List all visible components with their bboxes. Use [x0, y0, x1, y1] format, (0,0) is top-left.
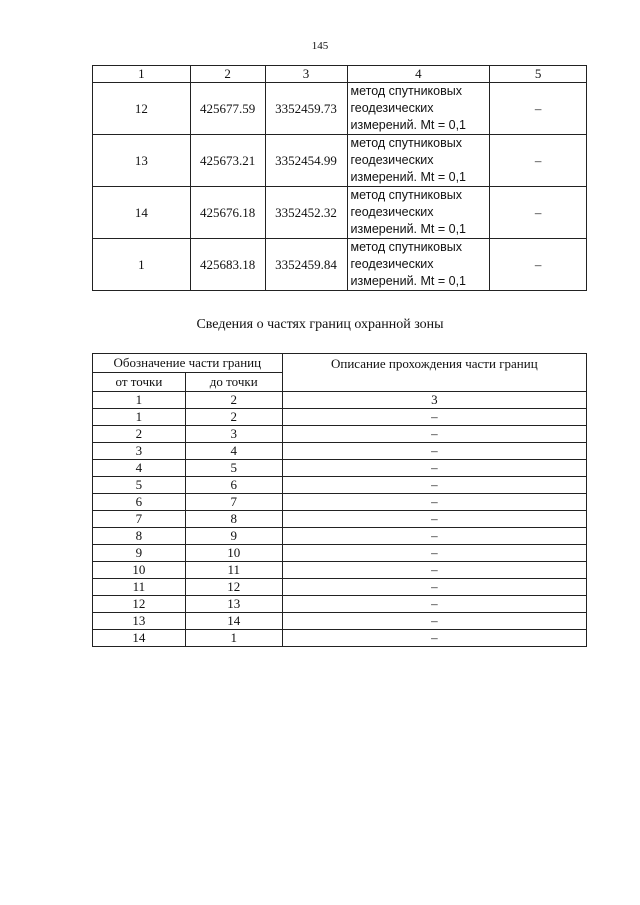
x-coordinate-cell: 425676.18	[190, 187, 265, 239]
from-point-cell: 13	[93, 613, 186, 630]
description-cell: –	[282, 562, 586, 579]
method-line: геодезических	[350, 257, 434, 271]
table-row	[93, 409, 587, 426]
page-number: 145	[311, 40, 329, 52]
from-point-cell: 6	[93, 494, 186, 511]
y-coordinate-cell: 3352452.32	[265, 187, 347, 239]
from-point-cell: 11	[93, 579, 186, 596]
x-coordinate-cell: 425673.21	[190, 135, 265, 187]
y-coordinate-cell: 3352459.73	[265, 83, 347, 135]
point-cell: 14	[93, 187, 191, 239]
coordinates-table	[92, 65, 587, 291]
x-coordinate-cell: 425683.18	[190, 239, 265, 291]
table-row	[93, 528, 587, 545]
method-cell	[347, 83, 490, 135]
to-point-cell: 12	[185, 579, 282, 596]
to-point-cell: 10	[185, 545, 282, 562]
index-cell: 3	[282, 392, 586, 409]
description-cell: –	[282, 613, 586, 630]
from-point-cell: 14	[93, 630, 186, 647]
from-point-cell: 5	[93, 477, 186, 494]
section-title: Сведения о частях границ охранной зоны	[196, 317, 444, 332]
description-cell: –	[282, 579, 586, 596]
index-cell: 1	[93, 392, 186, 409]
method-cell	[347, 239, 490, 291]
point-cell: 12	[93, 83, 191, 135]
table-row	[93, 83, 587, 135]
table-row	[93, 426, 587, 443]
description-cell: –	[282, 460, 586, 477]
to-point-cell: 13	[185, 596, 282, 613]
to-point-cell: 7	[185, 494, 282, 511]
method-line: метод спутниковых	[350, 240, 462, 254]
y-coordinate-cell: 3352454.99	[265, 135, 347, 187]
description-cell: –	[282, 477, 586, 494]
method-line: геодезических	[350, 101, 434, 115]
description-cell: –	[282, 409, 586, 426]
to-point-cell: 5	[185, 460, 282, 477]
note-cell: –	[490, 135, 587, 187]
coordinates-header-row	[93, 66, 587, 83]
x-coordinate-cell: 425677.59	[190, 83, 265, 135]
note-cell: –	[490, 239, 587, 291]
table-row	[93, 477, 587, 494]
to-point-cell: 14	[185, 613, 282, 630]
to-point-cell: 9	[185, 528, 282, 545]
from-point-cell: 12	[93, 596, 186, 613]
table-row	[93, 630, 587, 647]
to-point-header: до точки	[185, 373, 282, 392]
description-header: Описание прохождения части границ	[282, 354, 586, 392]
description-cell: –	[282, 596, 586, 613]
table-row	[93, 494, 587, 511]
table-row	[93, 443, 587, 460]
point-cell: 1	[93, 239, 191, 291]
y-coordinate-cell: 3352459.84	[265, 239, 347, 291]
method-line: измерений. Mt = 0,1	[350, 118, 467, 132]
point-cell: 13	[93, 135, 191, 187]
table-row	[93, 579, 587, 596]
from-point-cell: 2	[93, 426, 186, 443]
description-cell: –	[282, 545, 586, 562]
from-point-cell: 1	[93, 409, 186, 426]
to-point-cell: 1	[185, 630, 282, 647]
from-point-cell: 9	[93, 545, 186, 562]
to-point-cell: 11	[185, 562, 282, 579]
method-line: измерений. Mt = 0,1	[350, 274, 467, 288]
method-line: метод спутниковых	[350, 188, 462, 202]
description-cell: –	[282, 528, 586, 545]
column-header: 1	[93, 66, 191, 83]
description-cell: –	[282, 630, 586, 647]
column-header: 5	[490, 66, 587, 83]
description-cell: –	[282, 426, 586, 443]
table-row	[93, 135, 587, 187]
from-point-cell: 8	[93, 528, 186, 545]
from-point-header: от точки	[93, 373, 186, 392]
column-header: 2	[190, 66, 265, 83]
column-header: 4	[347, 66, 490, 83]
from-point-cell: 10	[93, 562, 186, 579]
description-cell: –	[282, 511, 586, 528]
method-line: измерений. Mt = 0,1	[350, 222, 467, 236]
table-row	[93, 460, 587, 477]
to-point-cell: 6	[185, 477, 282, 494]
group-header: Обозначение части границ	[93, 354, 283, 373]
to-point-cell: 8	[185, 511, 282, 528]
method-line: измерений. Mt = 0,1	[350, 170, 467, 184]
index-row	[93, 392, 587, 409]
table-row	[93, 187, 587, 239]
table-row	[93, 596, 587, 613]
table-row	[93, 511, 587, 528]
to-point-cell: 4	[185, 443, 282, 460]
description-cell: –	[282, 443, 586, 460]
method-line: геодезических	[350, 153, 434, 167]
note-cell: –	[490, 83, 587, 135]
column-header: 3	[265, 66, 347, 83]
description-cell: –	[282, 494, 586, 511]
method-line: метод спутниковых	[350, 136, 462, 150]
table-row	[93, 613, 587, 630]
to-point-cell: 3	[185, 426, 282, 443]
index-cell: 2	[185, 392, 282, 409]
method-cell	[347, 187, 490, 239]
to-point-cell: 2	[185, 409, 282, 426]
method-line: геодезических	[350, 205, 434, 219]
method-line: метод спутниковых	[350, 84, 462, 98]
from-point-cell: 3	[93, 443, 186, 460]
table-row	[93, 562, 587, 579]
method-cell	[347, 135, 490, 187]
table-row	[93, 239, 587, 291]
from-point-cell: 4	[93, 460, 186, 477]
note-cell: –	[490, 187, 587, 239]
from-point-cell: 7	[93, 511, 186, 528]
boundary-parts-table	[92, 353, 587, 647]
header-row	[93, 354, 587, 373]
table-row	[93, 545, 587, 562]
